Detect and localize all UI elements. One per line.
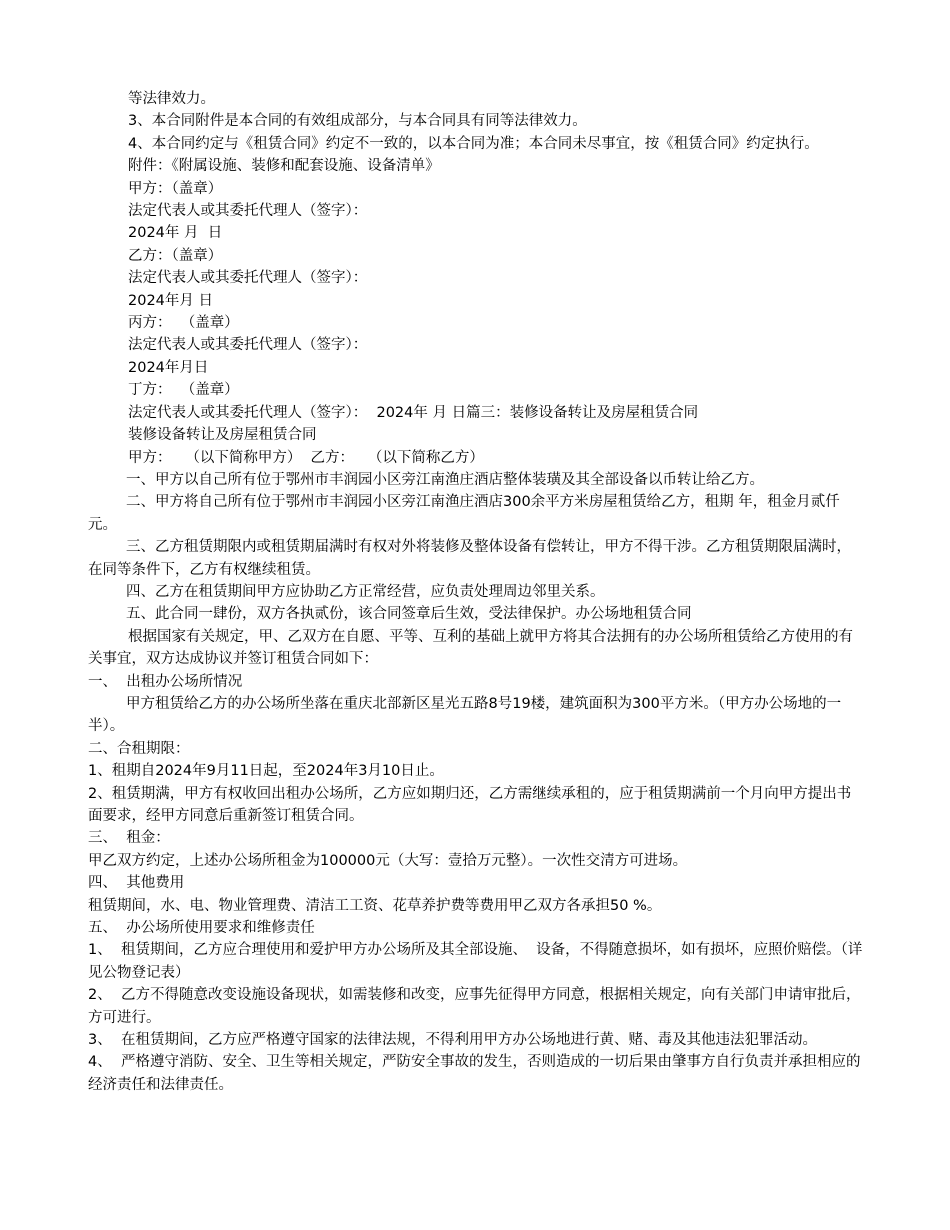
paragraph: 甲方租赁给乙方的办公场所坐落在重庆北部新区星光五路8号19楼，建筑面积为300平方米。（甲方办公场地的一半）。: [88, 695, 842, 735]
paragraph: 法定代表人或其委托代理人（签字）：: [128, 270, 368, 287]
paragraph: 三、 租金：: [88, 830, 170, 847]
paragraph: 法定代表人或其委托代理人（签字）： 2024年 月 日篇三：装修设备转让及房屋租赁合同: [128, 404, 699, 421]
paragraph: 2、租赁期满，甲方有权收回出租办公场所，乙方应如期归还，乙方需继续承租的，应于租赁期满前一个月向甲方提出书面要求，经甲方同意后重新签订租赁合同。: [88, 785, 852, 824]
paragraph: 3、本合同附件是本合同的有效组成部分，与本合同具有同等法律效力。: [128, 113, 587, 130]
paragraph: 等法律效力。: [128, 91, 215, 107]
paragraph: 2024年月 日: [128, 292, 214, 309]
paragraph: 一、 出租办公场所情况: [88, 673, 243, 690]
paragraph: 四、 其他费用: [88, 875, 185, 892]
paragraph: 丁方： （盖章）: [128, 382, 239, 399]
paragraph: 五、 办公场所使用要求和维修责任: [88, 920, 315, 937]
paragraph: 根据国家有关规定，甲、乙双方在自愿、平等、互利的基础上就甲方将其合法拥有的办公场所租赁给乙方使用的有关事宜，双方达成协议并签订租赁合同如下：: [88, 628, 853, 668]
document-page: [88, 88, 863, 1096]
paragraph: 法定代表人或其委托代理人（签字）：: [128, 337, 368, 354]
paragraph: 甲方：（盖章）: [128, 180, 223, 197]
paragraph: 装修设备转让及房屋租赁合同: [128, 427, 317, 444]
paragraph: 4、 严格遵守消防、安全、卫生等相关规定，严防安全事故的发生，否则造成的一切后果由肇事方自行负责并承担相应的经济责任和法律责任。: [88, 1054, 861, 1093]
paragraph: 三、乙方租赁期限内或租赁期届满时有权对外将装修及整体设备有偿转让，甲方不得干涉。乙方租赁期限届满时，在同等条件下，乙方有权继续租赁。: [88, 539, 851, 578]
paragraph: 3、 在租赁期间，乙方应严格遵守国家的法律法规，不得利用甲方办公场地进行黄、赌、毒及其他违法犯罪活动。: [88, 1032, 817, 1049]
paragraph: 一、甲方以自己所有位于鄂州市丰润园小区旁江南渔庄酒店整体装璜及其全部设备以币转让给乙方。: [126, 471, 764, 488]
paragraph: 1、 租赁期间，乙方应合理使用和爱护甲方办公场所及其全部设施、 设备，不得随意损坏，如有损坏，应照价赔偿。（详见公物登记表）: [88, 942, 863, 981]
paragraph: 2024年 月 日: [128, 225, 223, 242]
paragraph: 2024年月日: [128, 359, 209, 376]
paragraph: 四、乙方在租赁期间甲方应协助乙方正常经营，应负责处理周边邻里关系。: [126, 583, 605, 600]
paragraph: 甲乙双方约定，上述办公场所租金为100000元（大写：壹拾万元整）。一次性交清方可进场。: [88, 852, 688, 869]
paragraph: 租赁期间，水、电、物业管理费、清洁工工资、花草养护费等费用甲乙双方各承担50 %。: [88, 897, 662, 914]
paragraph: 1、租期自2024年9月11日起，至2024年3月10日止。: [88, 763, 444, 780]
paragraph: 2、 乙方不得随意改变设施设备现状，如需装修和改变，应事先征得甲方同意，根据相关规定，向有关部门申请审批后，方可进行。: [88, 987, 861, 1026]
paragraph: 丙方： （盖章）: [128, 315, 239, 332]
paragraph: 乙方：（盖章）: [128, 247, 223, 264]
paragraph: 甲方： （以下简称甲方） 乙方： （以下简称乙方）: [128, 449, 484, 466]
paragraph: 二、甲方将自己所有位于鄂州市丰润园小区旁江南渔庄酒店300余平方米房屋租赁给乙方，租期 年，租金月贰仟元。: [88, 494, 840, 533]
paragraph: 二、合租期限：: [88, 740, 190, 757]
paragraph: 五、此合同一肆份，双方各执贰份，该合同签章后生效，受法律保护。办公场地租赁合同: [126, 606, 692, 623]
paragraph: 法定代表人或其委托代理人（签字）：: [128, 203, 368, 220]
paragraph: 4、本合同约定与《租赁合同》约定不一致的，以本合同为准；本合同未尽事宜，按《租赁合同》约定执行。: [128, 135, 819, 152]
paragraph: 附件：《附属设施、装修和配套设施、设备清单》: [128, 158, 440, 175]
